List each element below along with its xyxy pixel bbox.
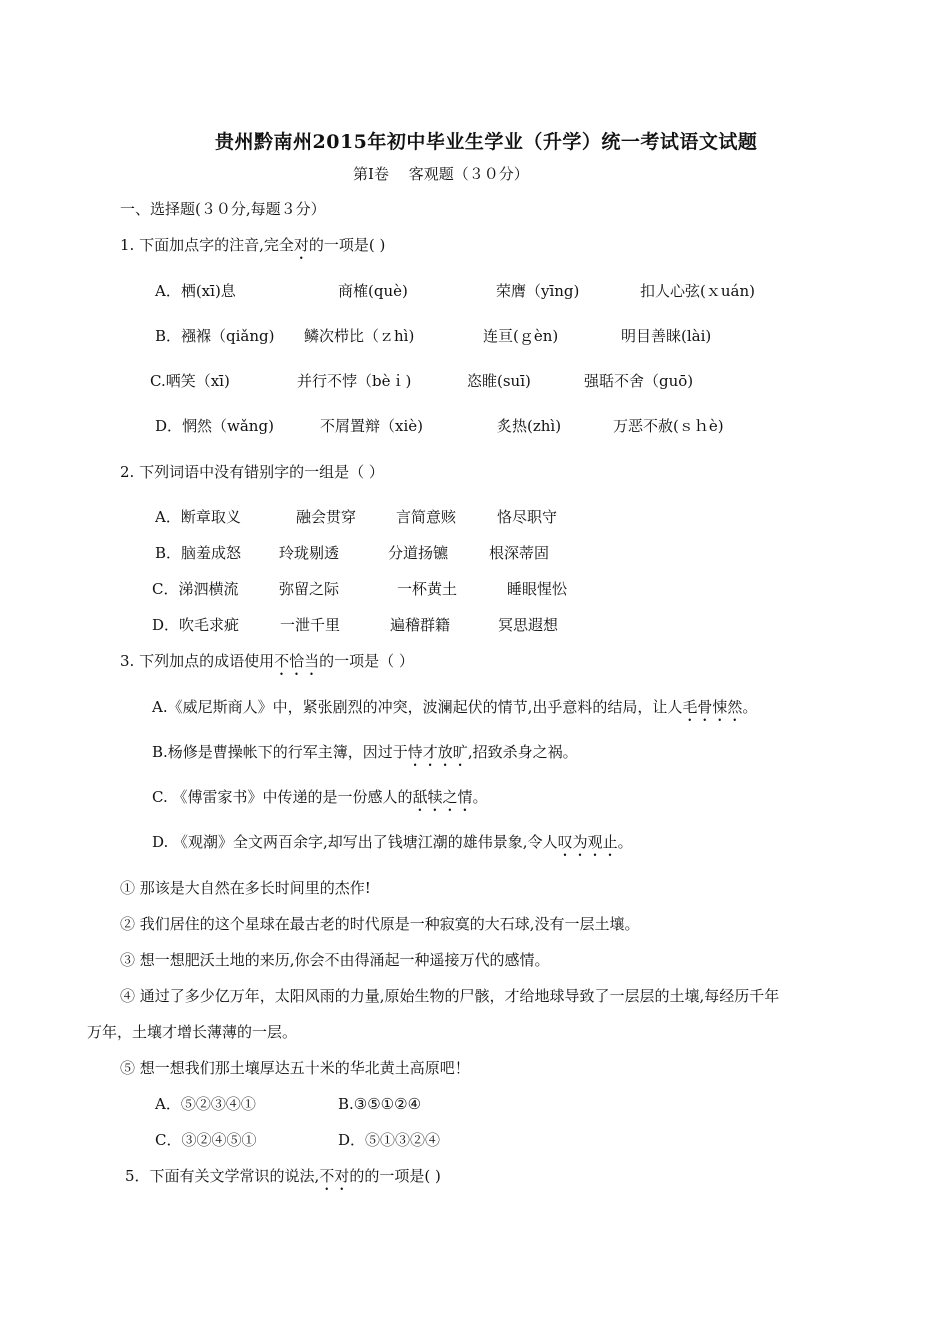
- q2-option-d-3: 遍稽群籍: [390, 616, 451, 634]
- q2-option-c-4: 睡眼惺忪: [507, 580, 568, 598]
- stem-emphasis: 不对: [319, 1167, 350, 1185]
- q1-option-c-3: 恣睢(suī): [467, 372, 531, 390]
- stem-text: 5．下面有关文学常识的说法,: [125, 1167, 320, 1185]
- q1-option-d-4: 万恶不赦(ｓｈè): [613, 417, 724, 435]
- q4-sentence-3: ③ 想一想肥沃土地的来历,你会不由得涌起一种遥接万代的感情。: [120, 951, 550, 969]
- stem-text: 的的一项是( ): [349, 1167, 441, 1185]
- q2-option-b-1: B．脑羞成怒: [155, 544, 242, 562]
- q1-option-c-4: 强聒不舍（guō): [584, 372, 694, 390]
- q1-option-d-3: 炙热(zhì): [497, 417, 562, 435]
- q1-option-b-4: 明目善睐(lài): [621, 327, 712, 345]
- q4-sentence-4: ④ 通过了多少亿万年，太阳风雨的力量,原始生物的尸骸，才给地球导致了一层层的土壤,每经历千年: [120, 987, 780, 1005]
- option-text: C. 《傅雷家书》中传递的是一份感人的: [152, 788, 413, 806]
- q3-option-d: [152, 832, 633, 860]
- q4-sentence-1: ① 那该是大自然在多长时间里的杰作!: [120, 879, 371, 897]
- option-text: A.《威尼斯商人》中，紧张剧烈的冲突，波澜起伏的情节,出乎意料的结局，让人: [152, 698, 683, 716]
- q4-sentence-2: ② 我们居住的这个星球在最古老的时代原是一种寂寞的大石球,没有一层土壤。: [120, 915, 640, 933]
- q4-option-c: C．③②④⑤①: [155, 1131, 257, 1149]
- q2-option-c-2: 弥留之际: [279, 580, 340, 598]
- section-heading: 一、选择题(３０分,每题３分）: [120, 200, 326, 218]
- stem-text: 的一项是( ): [308, 236, 386, 254]
- question-5-stem: [125, 1166, 441, 1194]
- q4-option-a: A．⑤②③④①: [155, 1095, 256, 1113]
- q2-option-a-3: 言简意赅: [396, 508, 457, 526]
- q3-option-c: [152, 787, 488, 815]
- q1-option-c-1: C.哂笑（xī): [150, 372, 230, 390]
- section-subtitle: 第Ⅰ卷 客观题（３０分）: [353, 165, 529, 183]
- q1-option-c-2: 并行不悖（bèｉ): [297, 372, 412, 390]
- question-2-stem: 2. 下列词语中没有错别字的一组是（ ）: [120, 463, 384, 481]
- stem-emphasis: 对: [293, 236, 309, 254]
- q1-option-a-1: A．栖(xī)息: [155, 282, 236, 300]
- q4-sentence-4-cont: 万年，土壤才增长薄薄的一层。: [87, 1023, 298, 1041]
- q1-option-a-4: 扣人心弦(ｘuán): [640, 282, 755, 300]
- q1-option-b-1: B．襁褓（qiǎng): [155, 327, 275, 345]
- q4-option-b: B.③⑤①②④: [338, 1095, 422, 1113]
- q1-option-d-1: D．惘然（wǎng): [155, 417, 274, 435]
- stem-text: 的一项是（ ）: [319, 652, 414, 670]
- q1-option-d-2: 不屑置辩（xiè): [320, 417, 423, 435]
- stem-emphasis: 不恰当: [274, 652, 320, 670]
- option-emphasis: 毛骨悚然: [682, 698, 743, 716]
- q4-option-d: D．⑤①③②④: [338, 1131, 441, 1149]
- q2-option-d-1: D．吹毛求疵: [152, 616, 240, 634]
- q2-option-c-3: 一杯黄土: [397, 580, 458, 598]
- option-emphasis: 叹为观止: [557, 833, 618, 851]
- q2-option-a-4: 恪尽职守: [497, 508, 558, 526]
- option-text: 。: [742, 698, 758, 716]
- q2-option-b-3: 分道扬镳: [388, 544, 449, 562]
- q1-option-b-3: 连亘(ｇèn): [483, 327, 559, 345]
- stem-text: 3. 下列加点的成语使用: [120, 652, 275, 670]
- option-text: 。: [617, 833, 633, 851]
- option-text: ,招致杀身之祸。: [467, 743, 578, 761]
- option-emphasis: 舐犊之情: [412, 788, 473, 806]
- q2-option-a-2: 融会贯穿: [296, 508, 357, 526]
- q2-option-b-4: 根深蒂固: [489, 544, 550, 562]
- q4-sentence-5: ⑤ 想一想我们那土壤厚达五十米的华北黄土高原吧！: [120, 1059, 470, 1077]
- q2-option-d-2: 一泄千里: [280, 616, 341, 634]
- q3-option-a: [152, 697, 757, 725]
- option-text: 。: [472, 788, 488, 806]
- q2-option-c-1: C．涕泗横流: [152, 580, 239, 598]
- page-title: 贵州黔南州2015年初中毕业生学业（升学）统一考试语文试题: [215, 131, 758, 153]
- question-3-stem: [120, 651, 414, 679]
- option-text: D. 《观潮》全文两百余字,却写出了钱塘江潮的雄伟景象,令人: [152, 833, 558, 851]
- option-emphasis: 恃才放旷: [407, 743, 468, 761]
- q1-option-a-2: 商榷(què): [338, 282, 408, 300]
- question-1-stem: [120, 235, 385, 263]
- stem-text: 1. 下面加点字的注音,完全: [120, 236, 294, 254]
- q3-option-b: [152, 742, 578, 770]
- q2-option-d-4: 冥思遐想: [498, 616, 559, 634]
- option-text: B.杨修是曹操帐下的行军主簿，因过于: [152, 743, 408, 761]
- q2-option-b-2: 玲珑剔透: [279, 544, 340, 562]
- q1-option-b-2: 鳞次栉比（ｚhì): [304, 327, 415, 345]
- q2-option-a-1: A．断章取义: [155, 508, 241, 526]
- q1-option-a-3: 荣膺（yīng): [496, 282, 580, 300]
